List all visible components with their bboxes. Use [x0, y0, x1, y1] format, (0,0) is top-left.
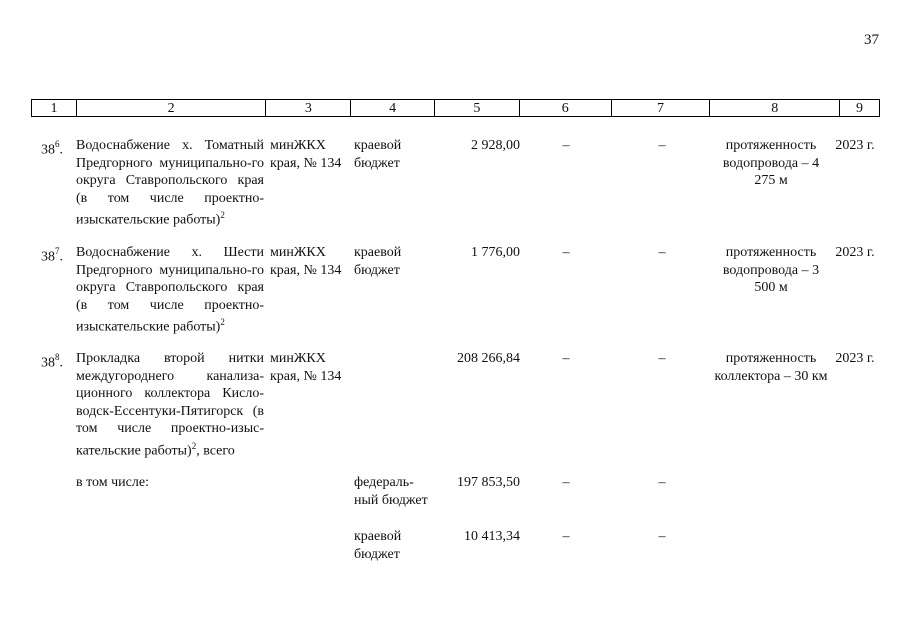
subtotal-label: в том числе: — [76, 475, 149, 490]
table-header-row — [31, 99, 880, 117]
funding-source: краевой бюджет — [354, 529, 402, 562]
col6-value: – — [562, 351, 570, 366]
row-number: $38^6$. — [41, 139, 63, 158]
header-cell-4: 4 — [351, 100, 435, 116]
executor: минЖКХ края, № 134 — [270, 245, 342, 278]
result-indicator: протяженность коллектора – 30 км — [714, 351, 828, 384]
header-cell-7: 7 — [612, 100, 711, 116]
executor: минЖКХ края, № 134 — [270, 351, 342, 384]
col7-value: – — [658, 138, 666, 153]
amount: 208 266,84 — [457, 351, 520, 366]
executor: минЖКХ края, № 134 — [270, 138, 342, 171]
col6-value: – — [562, 245, 570, 260]
header-cell-3: 3 — [266, 100, 351, 116]
amount: 1 776,00 — [471, 245, 520, 260]
header-cell-1: 1 — [32, 100, 77, 116]
col6-value: – — [562, 529, 570, 544]
header-cell-9: 9 — [856, 101, 864, 116]
header-cell-5: 5 — [435, 100, 520, 116]
funding-source: краевой бюджет — [354, 245, 402, 278]
row-number: $38^8$. — [41, 352, 63, 371]
amount: 10 413,34 — [464, 529, 520, 544]
object-name: Водоснабжение х. Шести Предгорного муниципально-го округа Ставропольского края (в том числе проектно-изыскательские работы)$^2$ — [76, 245, 264, 335]
col7-value: – — [658, 245, 666, 260]
amount: 197 853,50 — [457, 475, 520, 490]
col7-value: – — [658, 475, 666, 490]
result-indicator: протяженность водопровода – 4 275 м — [722, 138, 820, 188]
amount: 2 928,00 — [471, 138, 520, 153]
header-cell-2: 2 — [77, 100, 267, 116]
object-name: Водоснабжение х. Томатный Предгорного муниципально-го округа Ставропольского края (в том числе проектно-изыскательские работы)$^2$ — [76, 138, 264, 228]
funding-source: краевой бюджет — [354, 138, 402, 171]
header-cell-6: 6 — [520, 100, 612, 116]
result-indicator: протяженность водопровода – 3 500 м — [722, 245, 820, 295]
col7-value: – — [658, 529, 666, 544]
row-number: $38^7$. — [41, 246, 63, 265]
object-name: Прокладка второй нитки междугороднего канализа-ционного коллектора Кисло-водск-Ессентуки-Пятигорск (в том числе проектно-изыс-кательские работы)$^2$, всего — [76, 351, 264, 459]
col6-value: – — [562, 138, 570, 153]
col6-value: – — [562, 475, 570, 490]
year: 2023 г. — [835, 138, 875, 153]
page-number: 37 — [864, 32, 879, 48]
year: 2023 г. — [835, 351, 875, 366]
header-cell-8: 8 — [710, 100, 840, 116]
col7-value: – — [658, 351, 666, 366]
funding-source: федераль-ный бюджет — [354, 475, 428, 508]
year: 2023 г. — [835, 245, 875, 260]
